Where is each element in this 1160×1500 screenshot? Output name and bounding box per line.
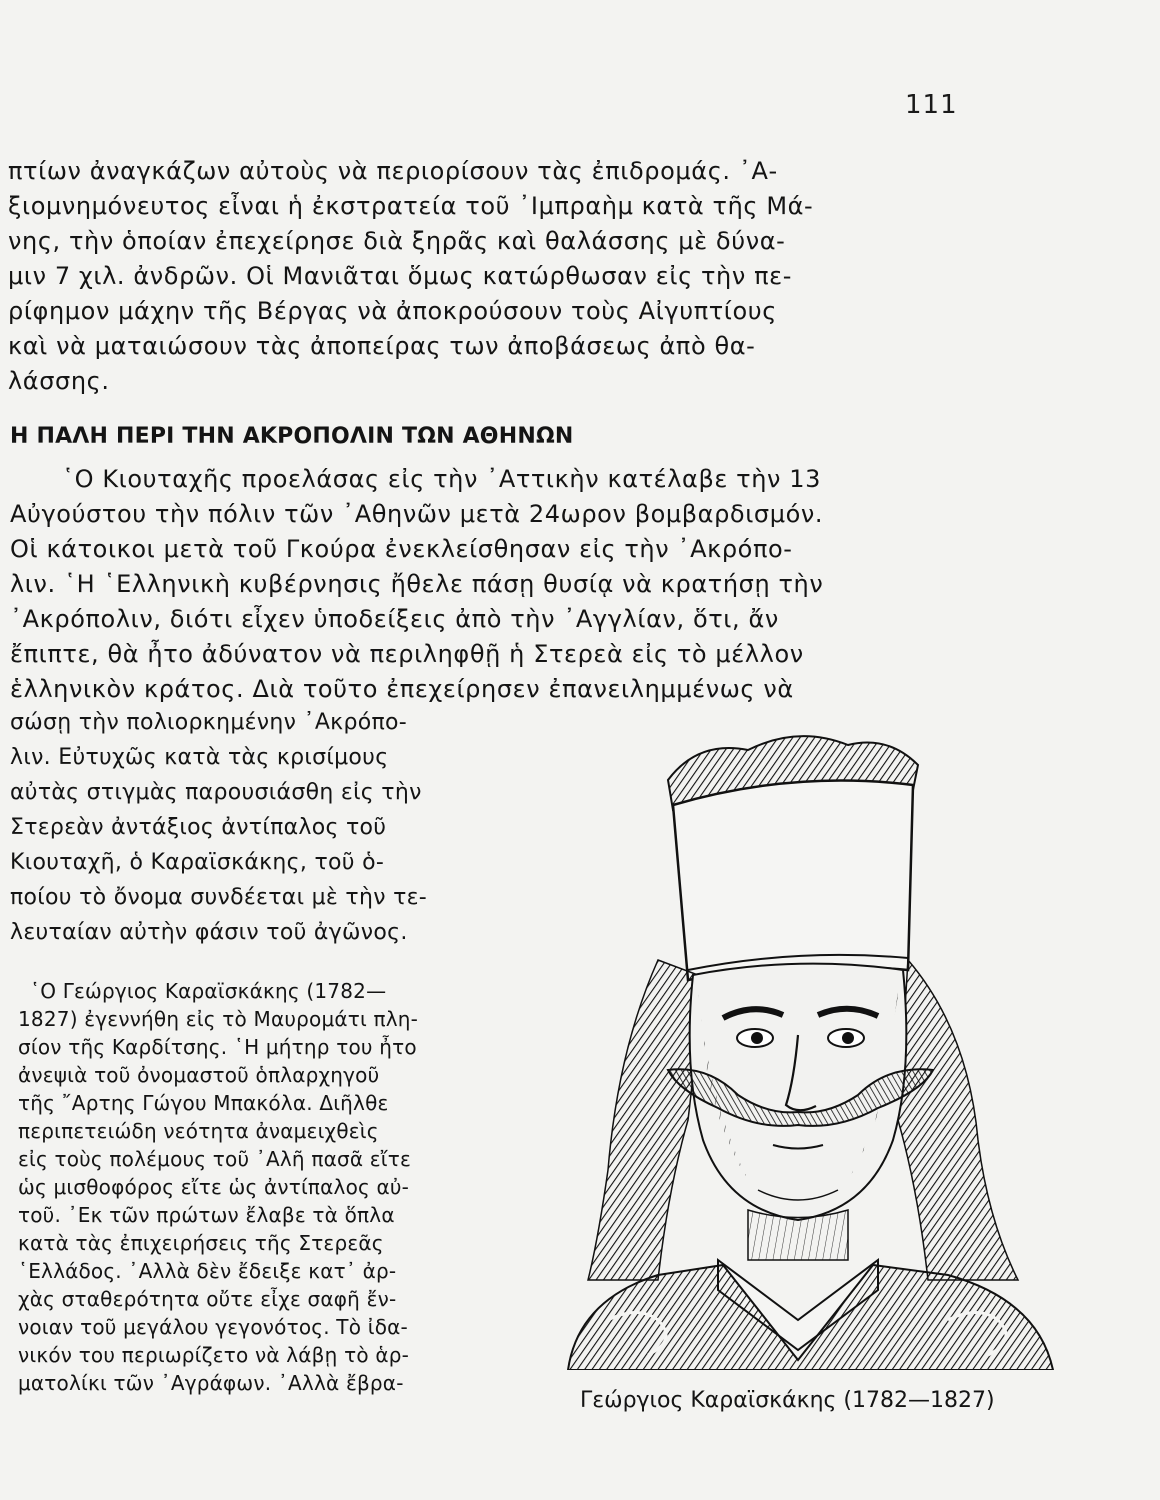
portrait-illustration — [548, 720, 1068, 1370]
portrait-caption: Γεώργιος Καραϊσκάκης (1782—1827) — [580, 1388, 995, 1413]
text-line: ᾿Ακρόπολιν, διότι εἶχεν ὑποδείξεις ἀπὸ τὴν ᾿Αγγλίαν, ὅτι, ἄν — [10, 605, 779, 633]
text-line: νης, τὴν ὁποίαν ἐπεχείρησε διὰ ξηρᾶς καὶ θαλάσσης μὲ δύνα- — [8, 227, 786, 255]
page-number: 111 — [905, 90, 958, 120]
text-line: νικόν του περιωρίζετο νὰ λάβῃ τὸ ἁρ- — [18, 1343, 410, 1367]
text-line: Στερεὰν ἀντάξιος ἀντίπαλος τοῦ — [10, 815, 387, 840]
text-line: ὡς μισθοφόρος εἴτε ὡς ἀντίπαλος αὐ- — [18, 1175, 410, 1199]
text-line: λάσσης. — [8, 367, 110, 395]
text-line: πτίων ἀναγκάζων αὐτοὺς νὰ περιορίσουν τὰς ἐπιδρομάς. ᾿Α- — [8, 157, 778, 185]
text-line: ἔπιπτε, θὰ ἦτο ἀδύνατον νὰ περιληφθῇ ἡ Στερεὰ εἰς τὸ μέλλον — [10, 640, 804, 668]
text-line: σώσῃ τὴν πολιορκημένην ᾿Ακρόπο- — [10, 710, 408, 735]
text-line: Αὐγούστου τὴν πόλιν τῶν ᾿Αθηνῶν μετὰ 24ωρον βομβαρδισμόν. — [10, 500, 824, 528]
text-line: νοιαν τοῦ μεγάλου γεγονότος. Τὸ ἰδα- — [18, 1315, 408, 1339]
text-line: αὐτὰς στιγμὰς παρουσιάσθη εἰς τὴν — [10, 780, 422, 805]
text-line: ἀνεψιὰ τοῦ ὀνομαστοῦ ὁπλαρχηγοῦ — [18, 1063, 380, 1087]
text-line: ματολίκι τῶν ᾿Αγράφων. ᾿Αλλὰ ἔβρα- — [18, 1371, 404, 1395]
text-line: 1827) ἐγεννήθη εἰς τὸ Μαυρομάτι πλη- — [18, 1007, 419, 1031]
text-line: ποίου τὸ ὄνομα συνδέεται μὲ τὴν τε- — [10, 885, 428, 910]
text-line: καὶ νὰ ματαιώσουν τὰς ἀποπείρας των ἀποβάσεως ἀπὸ θα- — [8, 332, 756, 360]
text-line: κατὰ τὰς ἐπιχειρήσεις τῆς Στερεᾶς — [18, 1231, 384, 1255]
text-line: τῆς ῎Αρτης Γώγου Μπακόλα. Διῆλθε — [18, 1091, 389, 1115]
text-line: ῾Ελλάδος. ᾿Αλλὰ δὲν ἔδειξε κατ᾿ ἀρ- — [18, 1259, 397, 1283]
text-line: λιν. Εὐτυχῶς κατὰ τὰς κρισίμους — [10, 745, 389, 770]
text-line: ξιομνημόνευτος εἶναι ἡ ἐκστρατεία τοῦ ᾿Ιμπραὴμ κατὰ τῆς Μά- — [8, 192, 814, 220]
text-line: μιν 7 χιλ. ἀνδρῶν. Οἱ Μανιᾶται ὅμως κατώρθωσαν εἰς τὴν πε- — [8, 262, 792, 290]
text-line: ἑλληνικὸν κράτος. Διὰ τοῦτο ἐπεχείρησεν ἐπανειλημμένως νὰ — [10, 675, 794, 703]
text-line: ῾Ο Κιουταχῆς προελάσας εἰς τὴν ᾿Αττικὴν κατέλαβε τὴν 13 — [62, 465, 822, 493]
text-line: τοῦ. ᾿Εκ τῶν πρώτων ἔλαβε τὰ ὅπλα — [18, 1203, 395, 1227]
text-line: εἰς τοὺς πολέμους τοῦ ᾿Αλῆ πασᾶ εἴτε — [18, 1147, 412, 1171]
text-line: περιπετειώδη νεότητα ἀναμειχθεὶς — [18, 1119, 379, 1143]
text-line: χὰς σταθερότητα οὔτε εἶχε σαφῆ ἔν- — [18, 1287, 397, 1311]
text-line: λευταίαν αὐτὴν φάσιν τοῦ ἀγῶνος. — [10, 920, 408, 945]
text-line: ρίφημον μάχην τῆς Βέργας νὰ ἀποκρούσουν τοὺς Αἰγυπτίους — [8, 297, 777, 325]
text-line: Οἱ κάτοικοι μετὰ τοῦ Γκούρα ἐνεκλείσθησαν εἰς τὴν ᾿Ακρόπο- — [10, 535, 793, 563]
text-line: σίον τῆς Καρδίτσης. ῾Η μήτηρ του ἦτο — [18, 1035, 417, 1059]
text-line: ῾Ο Γεώργιος Καραϊσκάκης (1782— — [30, 979, 387, 1003]
section-heading: Η ΠΑΛΗ ΠΕΡΙ ΤΗΝ ΑΚΡΟΠΟΛΙΝ ΤΩΝ ΑΘΗΝΩΝ — [10, 424, 574, 449]
text-line: λιν. ῾Η ῾Ελληνικὴ κυβέρνησις ἤθελε πάσῃ θυσίᾳ νὰ κρατήσῃ τὴν — [10, 570, 824, 598]
text-line: Κιουταχῆ, ὁ Καραϊσκάκης, τοῦ ὁ- — [10, 850, 385, 875]
